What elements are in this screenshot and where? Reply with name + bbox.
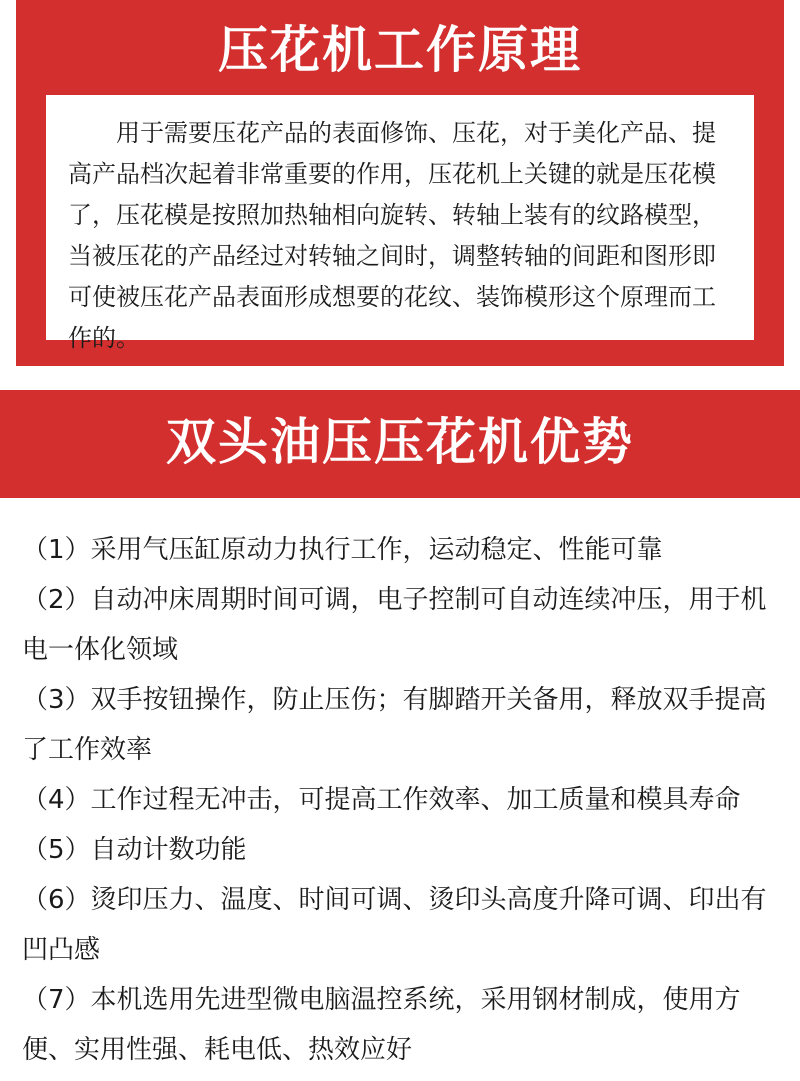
principle-section [16, 0, 784, 366]
advantage-item-1: （1）采用气压缸原动力执行工作，运动稳定、性能可靠 [22, 535, 663, 565]
principle-text: 用于需要压花产品的表面修饰、压花，对于美化产品、提高产品档次起着非常重要的作用，压花机上关键的就是压花模了，压花模是按照加热轴相向旋转、转轴上装有的纹路模型，当被压花的产品经过对转轴之间时，调整转轴的间距和图形即可使被压花产品表面形成想要的花纹、装饰模形这个原理而工作的。 [68, 119, 716, 352]
advantage-item-6: （6）烫印压力、温度、时间可调、烫印头高度升降可调、印出有凹凸感 [22, 885, 767, 965]
principle-title: 压花机工作原理 [218, 21, 582, 79]
advantage-item-4: （4）工作过程无冲击，可提高工作效率、加工质量和模具寿命 [22, 785, 741, 815]
advantages-header-band [0, 390, 800, 498]
advantage-item-2: （2）自动冲床周期时间可调，电子控制可自动连续冲压，用于机电一体化领域 [22, 585, 767, 665]
advantage-item-3: （3）双手按钮操作，防止压伤；有脚踏开关备用，释放双手提高了工作效率 [22, 685, 767, 765]
advantage-item-5: （5）自动计数功能 [22, 835, 247, 865]
advantages-list [22, 525, 792, 1075]
principle-text-box [46, 95, 754, 352]
advantage-item-7: （7）本机选用先进型微电脑温控系统，采用钢材制成，使用方便、实用性强、耗电低、热效应好 [22, 985, 741, 1065]
advantages-title: 双头油压压花机优势 [166, 413, 634, 471]
